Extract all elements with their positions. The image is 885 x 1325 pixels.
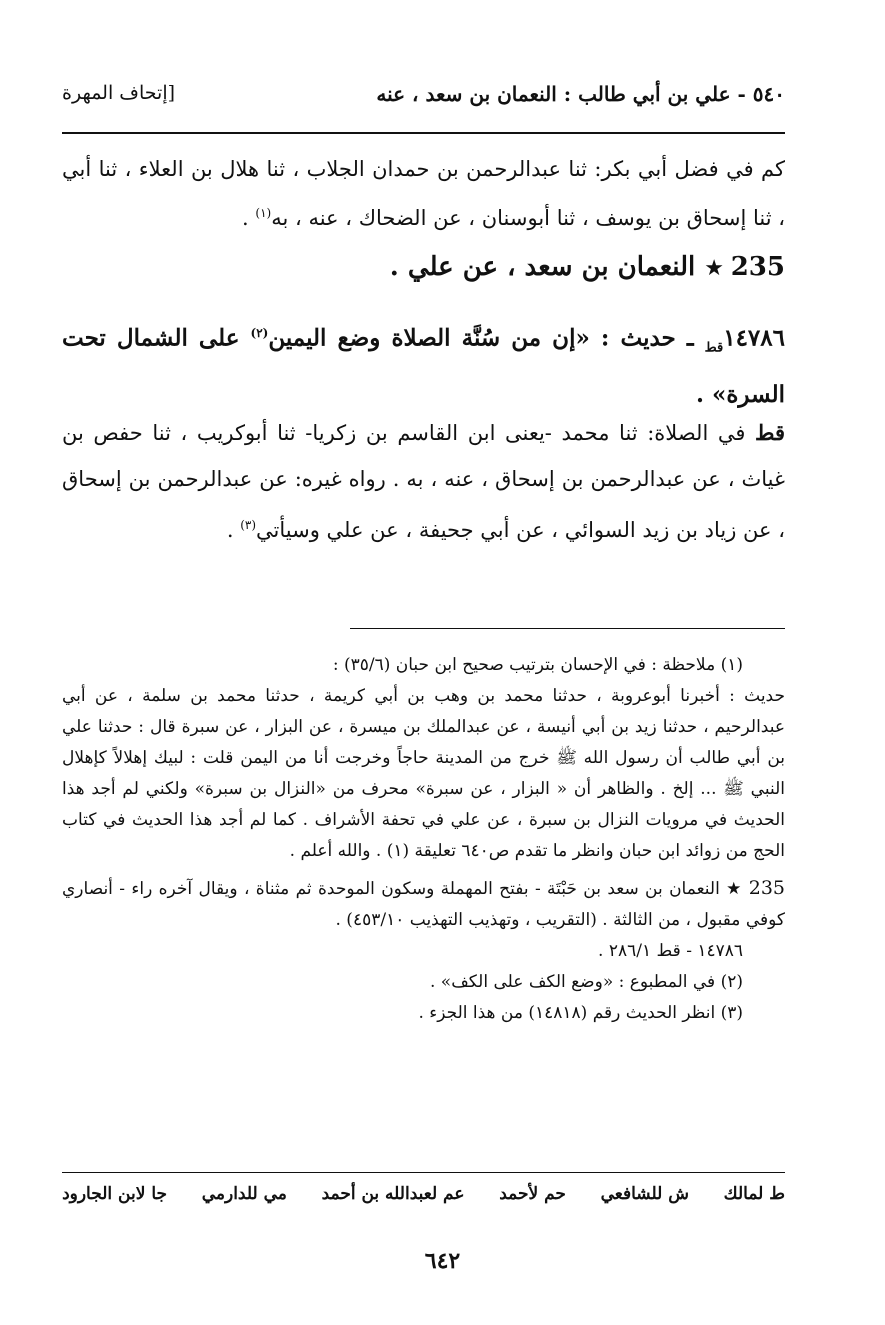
footer-rule — [62, 1172, 785, 1173]
entry-number: 235 — [730, 252, 785, 282]
footnote-separator — [350, 628, 785, 629]
footnote-ref-1: (١) — [255, 206, 272, 220]
star-icon: ★ — [726, 879, 743, 899]
abbreviation-item: مي للدارمي — [201, 1184, 287, 1204]
running-title: ٥٤٠ - علي بن أبي طالب : النعمان بن سعد ، عنه — [376, 82, 785, 106]
abbreviation-item: ط لمالك — [723, 1184, 785, 1204]
paragraph-1-end: . — [242, 206, 256, 230]
hadith-text-b: على الشمال تحت السرة» . — [62, 324, 785, 408]
paragraph-2 — [62, 410, 785, 553]
abbreviation-item: ش للشافعي — [600, 1184, 689, 1204]
paragraph-2-text: في الصلاة: ثنا محمد -يعنى ابن القاسم بن زكريا- ثنا أبوكريب ، ثنا حفص بن غياث ، عن عبدالرحمن بن إسحاق ، عنه ، به . رواه غيره: عن عبدالرحمن بن إسحاق ، عن زياد بن زيد السوائي ، عن أبي جحيفة ، عن علي وسيأتي — [62, 421, 785, 542]
footnote-1-text: حديث : أخبرنا أبوعروبة ، حدثنا محمد بن وهب بن أبي كريمة ، حدثنا محمد بن سلمة ، عن أبي عبدالرحيم ، حدثنا زيد بن أبي أنيسة ، عن عبدالملك بن ميسرة ، عن البزار ، عن سبرة قال : حدثنا علي بن أبي طالب أن رسول الله ﷺ خرج من المدينة حاجاً وخرجت أنا من اليمن قلت : لبيك إهلالاً كإهلال النبي ﷺ ... إلخ . والظاهر أن « البزار ، عن سبرة» محرف من «النزال بن سبرة» ولكني لم أجد هذا الحديث في مرويات النزال بن سبرة ، عن علي في تحفة الأشراف . كما لم أجد هذا الحديث في كتاب الحج من زوائد ابن حبان وانظر ما تقدم ص٦٤٠ تعليقة (١) . والله أعلم . — [62, 686, 785, 861]
hadith-text-a: «إن من سُنَّة الصلاة وضع اليمين — [268, 324, 590, 352]
source-label: قط — [755, 420, 785, 445]
book-title: [إتحاف المهرة — [62, 82, 176, 104]
footnote-reference: ١٤٧٨٦ - قط ٢٨٦/١ . — [598, 941, 743, 961]
header-rule — [62, 132, 785, 134]
footnote-2: (٢) في المطبوع : «وضع الكف على الكف» . — [429, 972, 743, 992]
hadith-source-code: قط — [704, 340, 724, 356]
footnote-entry — [62, 873, 785, 936]
footnote-entry-text: النعمان بن سعد بن حَبْتَة - بفتح المهملة وسكون الموحدة ثم مثناة ، ويقال آخره راء - أنصاري كوفي مقبول ، من الثالثة . (التقريب ، وتهذيب التهذيب ٤٥٣/١٠) . — [62, 879, 785, 930]
hadith-label: ـ حديث : — [589, 324, 705, 352]
abbreviation-key — [62, 1184, 785, 1204]
hadith-heading — [62, 310, 785, 418]
footnote-entry-number: 235 — [748, 877, 785, 899]
entry-title: النعمان بن سعد ، عن علي . — [389, 252, 705, 282]
entry-heading — [62, 243, 785, 293]
footnote-ref-2: (٢) — [250, 326, 269, 340]
paragraph-1-text: كم في فضل أبي بكر: ثنا عبدالرحمن بن حمدان الجلاب ، ثنا هلال بن العلاء ، ثنا أبي ، ثنا إسحاق بن يوسف ، ثنا أبوسنان ، عن الضحاك ، عنه ، به — [62, 157, 785, 230]
page-number: ٦٤٢ — [424, 1248, 461, 1274]
footnote-ref-3: (٣) — [240, 518, 257, 532]
paragraph-2-end: . — [226, 518, 241, 542]
page-header — [62, 82, 785, 116]
star-icon: ★ — [704, 256, 725, 281]
hadith-number: ١٤٧٨٦ — [723, 324, 785, 352]
abbreviation-item: عم لعبدالله بن أحمد — [321, 1184, 465, 1204]
abbreviation-item: جا لابن الجارود — [62, 1184, 168, 1204]
footnotes — [62, 650, 785, 1029]
footnote-1-title: (١) ملاحظة : في الإحسان بترتيب صحيح ابن حبان (٣٥/٦) : — [332, 655, 743, 675]
footnote-3: (٣) انظر الحديث رقم (١٤٨١٨) من هذا الجزء . — [418, 1003, 743, 1023]
paragraph-1 — [62, 147, 785, 240]
abbreviation-item: حم لأحمد — [499, 1184, 566, 1204]
